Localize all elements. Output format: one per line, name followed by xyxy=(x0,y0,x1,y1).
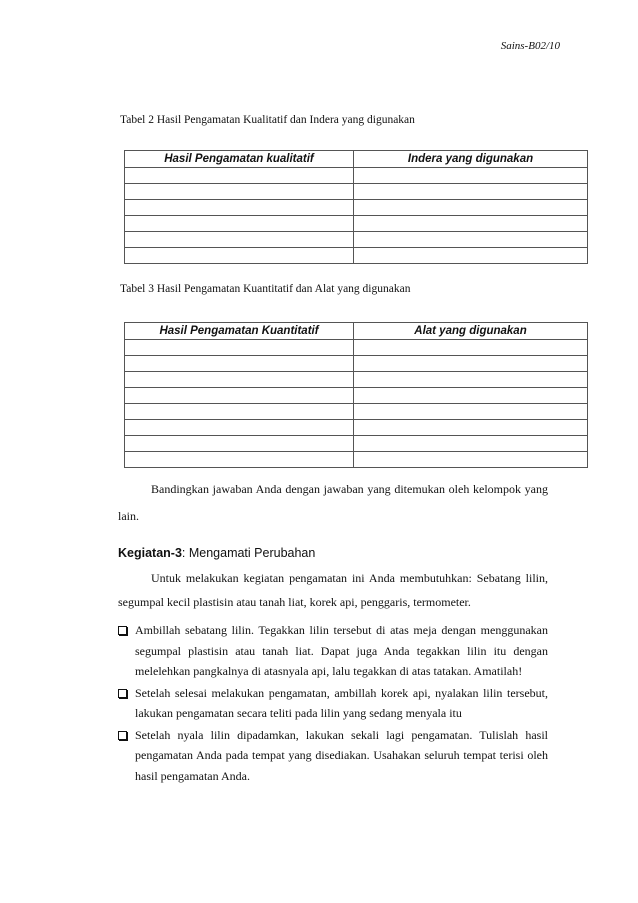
section-title-rest: : Mengamati Perubahan xyxy=(181,546,316,560)
table-cell[interactable] xyxy=(125,356,354,372)
table-cell[interactable] xyxy=(354,452,588,468)
table-cell[interactable] xyxy=(354,436,588,452)
table-cell[interactable] xyxy=(125,420,354,436)
table3-header-tool: Alat yang digunakan xyxy=(354,323,588,340)
table-cell[interactable] xyxy=(354,340,588,356)
table-cell[interactable] xyxy=(125,248,354,264)
table-cell[interactable] xyxy=(125,404,354,420)
table-cell[interactable] xyxy=(125,388,354,404)
table-cell[interactable] xyxy=(125,184,354,200)
table-cell[interactable] xyxy=(125,168,354,184)
table-cell[interactable] xyxy=(125,340,354,356)
table-cell[interactable] xyxy=(354,404,588,420)
table-cell[interactable] xyxy=(125,200,354,216)
table-row xyxy=(125,184,588,200)
table-row xyxy=(125,420,588,436)
table-cell[interactable] xyxy=(354,356,588,372)
list-item-text: Ambillah sebatang lilin. Tegakkan lilin tersebut di atas meja dengan menggunakan segumpal plastisin atau tanah liat. Dapat juga Anda tegakkan lilin itu dengan melelehkan pangkalnya di atasnyala api, lalu tegakkan di atas tatakan. Amatilah! xyxy=(135,623,548,678)
list-item-text: Setelah selesai melakukan pengamatan, ambillah korek api, nyalakan lilin tersebut, lakukan pengamatan secara teliti pada lilin yang sedang menyala itu xyxy=(135,685,548,720)
table3-caption: Tabel 3 Hasil Pengamatan Kuantitatif dan Alat yang digunakan xyxy=(120,283,411,295)
list-item xyxy=(118,683,548,724)
table-row xyxy=(125,168,588,184)
table2-caption: Tabel 2 Hasil Pengamatan Kualitatif dan Indera yang digunakan xyxy=(120,114,415,126)
table2-header-observation: Hasil Pengamatan kualitatif xyxy=(125,151,354,168)
intro-paragraph: Untuk melakukan kegiatan pengamatan ini Anda membutuhkan: Sebatang lilin, segumpal kecil plastisin atau tanah liat, korek api, penggaris, termometer. xyxy=(118,571,548,609)
table-cell[interactable] xyxy=(354,200,588,216)
list-item xyxy=(118,725,548,787)
table-cell[interactable] xyxy=(125,372,354,388)
table-row xyxy=(125,356,588,372)
page-code: Sains-B02/10 xyxy=(500,40,560,52)
table-cell[interactable] xyxy=(354,232,588,248)
table-row xyxy=(125,452,588,468)
table-row xyxy=(125,216,588,232)
table-row xyxy=(125,388,588,404)
table-cell[interactable] xyxy=(125,216,354,232)
table-row xyxy=(125,200,588,216)
table-row xyxy=(125,372,588,388)
compare-paragraph: Bandingkan jawaban Anda dengan jawaban yang ditemukan oleh kelompok yang lain. xyxy=(118,482,548,523)
table-cell[interactable] xyxy=(354,388,588,404)
section-title xyxy=(118,546,315,560)
checkbox-bullet-icon xyxy=(118,731,127,740)
table-cell[interactable] xyxy=(354,184,588,200)
table-cell[interactable] xyxy=(125,452,354,468)
table-row xyxy=(125,404,588,420)
table-cell[interactable] xyxy=(354,248,588,264)
table2 xyxy=(124,150,588,264)
checkbox-bullet-icon xyxy=(118,689,127,698)
table3 xyxy=(124,322,588,468)
table-row xyxy=(125,248,588,264)
instruction-list xyxy=(118,620,548,787)
table-cell[interactable] xyxy=(354,372,588,388)
table-cell[interactable] xyxy=(125,436,354,452)
table-cell[interactable] xyxy=(354,168,588,184)
section-title-label: Kegiatan-3 xyxy=(118,546,182,560)
table2-header-sense: Indera yang digunakan xyxy=(354,151,588,168)
checkbox-bullet-icon xyxy=(118,626,127,635)
table-cell[interactable] xyxy=(125,232,354,248)
table3-header-observation: Hasil Pengamatan Kuantitatif xyxy=(125,323,354,340)
table-cell[interactable] xyxy=(354,216,588,232)
table-row xyxy=(125,340,588,356)
table-row xyxy=(125,436,588,452)
table-cell[interactable] xyxy=(354,420,588,436)
list-item-text: Setelah nyala lilin dipadamkan, lakukan sekali lagi pengamatan. Tulislah hasil pengamatan Anda pada tempat yang disediakan. Usahakan seluruh tempat terisi oleh hasil pengamatan Anda. xyxy=(135,727,548,783)
list-item xyxy=(118,620,548,682)
table-row xyxy=(125,232,588,248)
